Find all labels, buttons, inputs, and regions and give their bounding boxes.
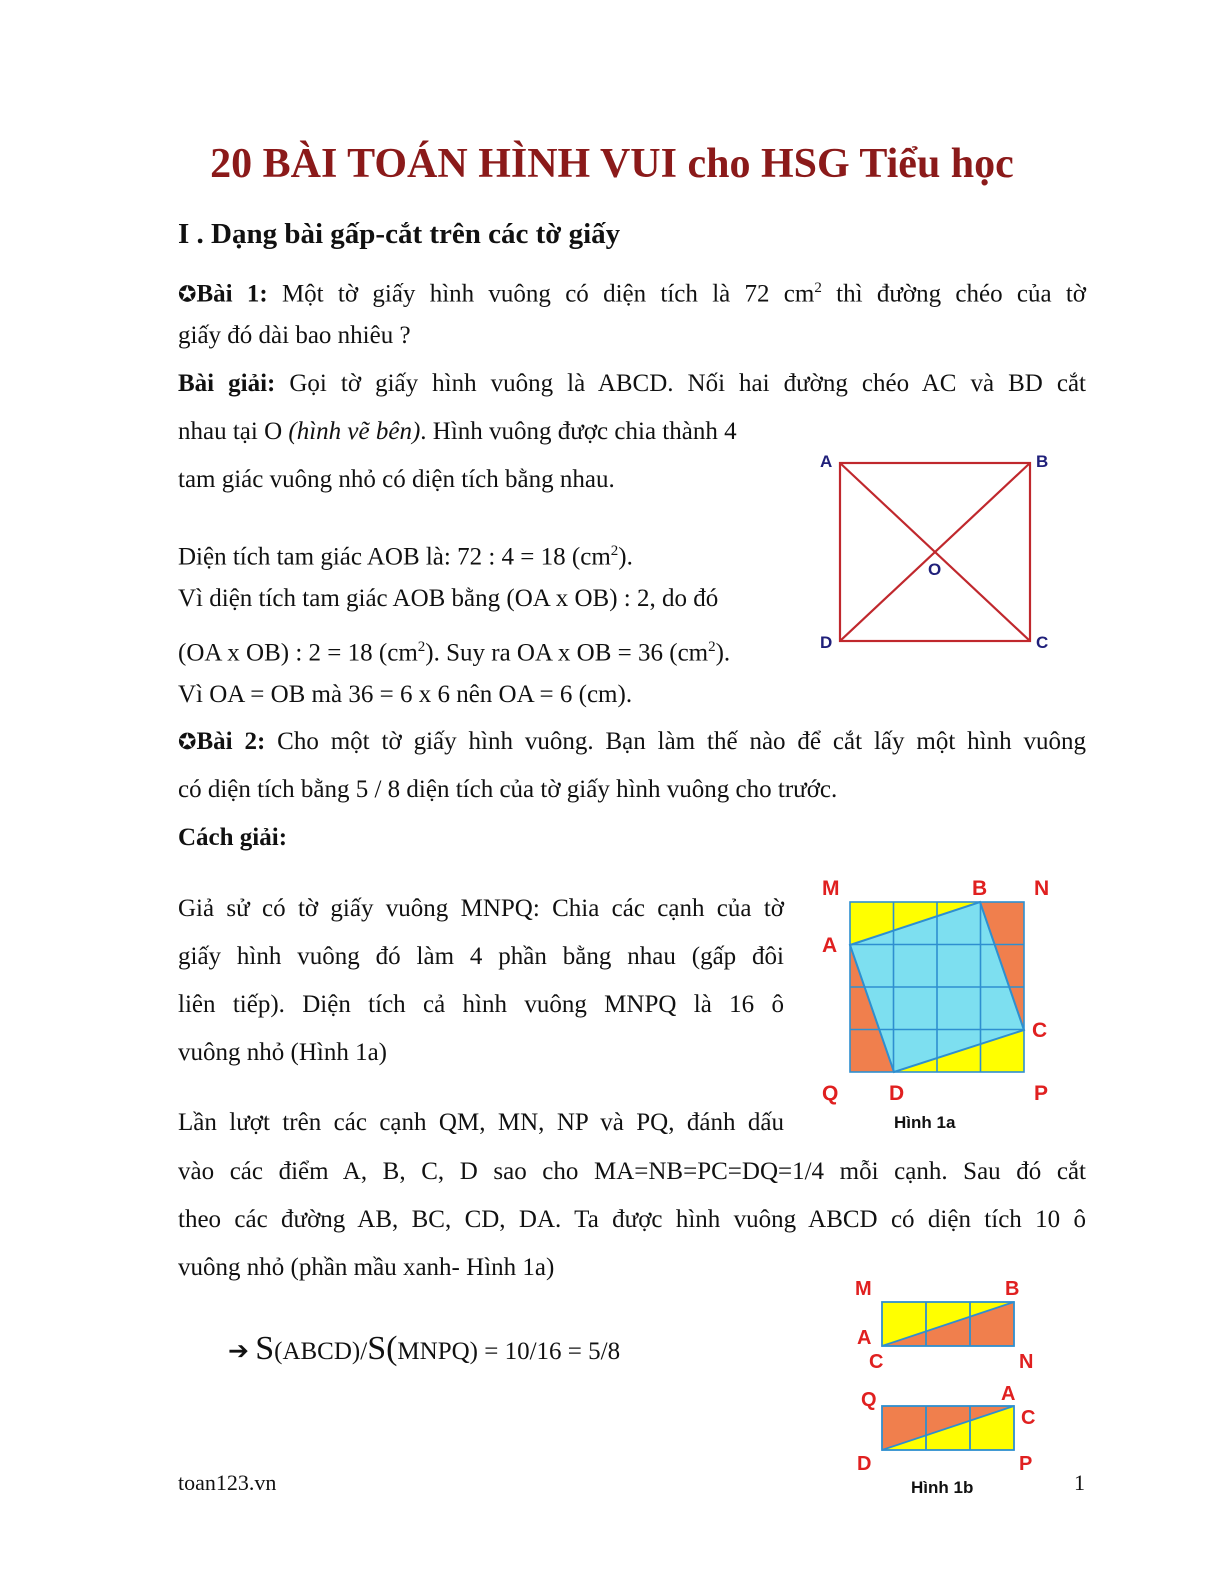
method-p1-line3: liên tiếp). Diện tích cả hình vuông MNPQ là 16 ô [178, 991, 784, 1018]
problem2-label: Bài 2: [196, 728, 266, 755]
problem2-line1: ✪Bài 2: Cho một tờ giấy hình vuông. Bạn làm thế nào để cắt lấy một hình vuông [178, 728, 1086, 755]
page-number: 1 [1074, 1470, 1085, 1495]
problem1-line1: ✪Bài 1: Một tờ giấy hình vuông có diện tích là 72 $cm^2$ thì đường chéo của tờ [178, 280, 1086, 308]
star-icon: ✪ [178, 281, 197, 307]
figure-1a [812, 870, 1062, 1135]
solution1-line6: (OA x OB) : 2 = 18 $(cm^2)$. Suy ra OA x OB = 36 $(cm^2)$. [178, 639, 731, 667]
arrow-icon: ➔ [228, 1338, 249, 1365]
section-heading: I . Dạng bài gấp-cắt trên các tờ giấy [178, 218, 621, 250]
square-diagonals-figure [812, 448, 1062, 658]
label-d: D [857, 1453, 872, 1475]
method-p2-line4: vuông nhỏ (phần mầu xanh- Hình 1a) [178, 1254, 555, 1281]
method-p1-line2: giấy hình vuông đó làm 4 phần bằng nhau (gấp đôi [178, 943, 784, 970]
solution1-line5: Vì diện tích tam giác AOB bằng (OA x OB) : 2, do đó [178, 585, 719, 612]
figure-1b-caption: Hình 1b [911, 1478, 974, 1497]
label-a: A [857, 1327, 872, 1349]
label-d: D [820, 633, 833, 652]
solution1-line1: Bài giải: Gọi tờ giấy hình vuông là ABCD. Nối hai đường chéo AC và BD cắt [178, 370, 1086, 397]
problem1-label: Bài 1: [196, 280, 268, 308]
label-c: C [1021, 1407, 1036, 1429]
page-title: 20 BÀI TOÁN HÌNH VUI cho HSG Tiểu học [210, 141, 1014, 187]
label-b: B [1005, 1278, 1020, 1300]
method-p1-line4: vuông nhỏ (Hình 1a) [178, 1039, 387, 1066]
solution1-line4: Diện tích tam giác AOB là: 72 : 4 = 18 $(cm^2)$. [178, 543, 633, 571]
label-c: C [1036, 633, 1049, 652]
method-label: Cách giải: [178, 824, 288, 851]
ratio-formula: ➔ S(ABCD)/S(MNPQ) = 10/16 = 5/8 [228, 1330, 621, 1367]
footer-site: toan123.vn [178, 1470, 277, 1495]
method-p1-line1: Giả sử có tờ giấy vuông MNPQ: Chia các cạnh của tờ [178, 895, 784, 922]
solution1-label: Bài giải: [178, 370, 276, 397]
method-p2-line3: theo các đường AB, BC, CD, DA. Ta được hình vuông ABCD có diện tích 10 ô [178, 1206, 1086, 1233]
label-a: A [1001, 1383, 1016, 1405]
label-q: Q [861, 1389, 877, 1411]
problem2-line2: có diện tích bằng 5 / 8 diện tích của tờ giấy hình vuông cho trước. [178, 776, 838, 803]
problem1-line2: giấy đó dài bao nhiêu ? [178, 322, 411, 349]
label-d: D [889, 1082, 905, 1105]
label-p: P [1034, 1082, 1049, 1105]
method-p2-line2: vào các điểm A, B, C, D sao cho MA=NB=PC=DQ=1/4 mỗi cạnh. Sau đó cắt [178, 1158, 1086, 1185]
label-a: A [820, 452, 833, 471]
solution1-line2: nhau tại O (hình vẽ bên). Hình vuông được chia thành 4 [178, 418, 737, 445]
label-o: O [928, 560, 942, 579]
solution1-line7: Vì OA = OB mà 36 = 6 x 6 nên OA = 6 (cm). [178, 681, 633, 708]
label-b: B [1036, 452, 1049, 471]
label-c: C [869, 1351, 884, 1373]
label-b: B [972, 877, 988, 900]
label-n: N [1034, 877, 1050, 900]
figure-1b [845, 1272, 1055, 1504]
star-icon: ✪ [178, 729, 197, 754]
label-c: C [1032, 1019, 1048, 1042]
solution1-line3: tam giác vuông nhỏ có diện tích bằng nhau. [178, 466, 615, 493]
label-p: P [1019, 1453, 1033, 1475]
label-m: M [855, 1278, 872, 1300]
label-q: Q [822, 1082, 839, 1105]
label-m: M [822, 877, 840, 900]
label-n: N [1019, 1351, 1034, 1373]
method-p2-line1: Lần lượt trên các cạnh QM, MN, NP và PQ, đánh dấu [178, 1109, 784, 1136]
figure-1a-caption: Hình 1a [894, 1113, 956, 1132]
label-a: A [822, 934, 838, 957]
